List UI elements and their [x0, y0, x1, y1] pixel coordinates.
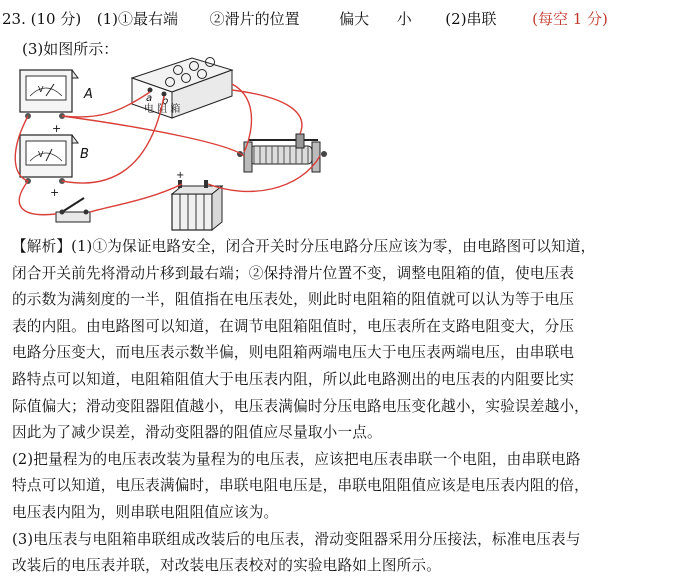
question-number: 23. (10 分)	[2, 10, 82, 28]
voltmeter-b-plus: +	[50, 186, 60, 199]
terminal-a: a	[146, 93, 153, 104]
label-a: A	[84, 87, 93, 102]
voltmeter-b-symbol: V	[38, 150, 44, 159]
answer-item2: ②滑片的位置	[209, 10, 300, 28]
answer-part2: (2)串联	[445, 10, 497, 28]
analysis-line: 的示数为满刻度的一半，阻值指在电压表处，则此时电阻箱的阻值就可以认为等于电压	[12, 291, 575, 309]
analysis-line: 因此为了减少误差，滑动变阻器的阻值应尽量取小一点。	[12, 424, 382, 442]
label-b: B	[80, 147, 89, 162]
voltmeter-a-plus: +	[52, 122, 62, 135]
voltmeter-a-symbol: V	[38, 85, 44, 94]
switch	[56, 198, 90, 222]
part3-intro: (3)如图所示：	[22, 40, 119, 58]
analysis-line: 电压表内阻为，则串联电阻阻值应该为。	[12, 503, 279, 521]
score-note: (每空 1 分)	[532, 10, 608, 28]
terminal-b: b	[162, 96, 169, 107]
voltmeter-b	[20, 135, 78, 184]
analysis-line: (2)把量程为的电压表改装为量程为的电压表，应该把电压表串联一个电阻，由串联电路	[12, 450, 581, 468]
answer-a1: 偏大	[339, 10, 370, 28]
analysis-line: 特点可以知道，电压表满偏时，串联电阻电压是，串联电阻阻值应该是电压表内阻的倍，	[12, 477, 589, 495]
answer-a2: 小	[396, 10, 412, 28]
voltmeter-a	[20, 70, 78, 119]
answer-part1: (1)①最右端	[96, 10, 178, 28]
analysis-line: 【解析】(1)①为保证电路安全，闭合开关时分压电路分压应该为零，由电路图可以知道，	[12, 238, 596, 255]
analysis-text	[12, 234, 652, 580]
rheostat	[237, 134, 327, 172]
analysis-line: 电路分压变大，而电压表示数半偏，则电阻箱两端电压大于电压表两端电压，由串联电	[12, 344, 575, 362]
resistance-box-label: 电 阻 箱	[144, 104, 181, 115]
analysis-line: 际值偏大；滑动变阻器阻值越小，电压表满偏时分压电路电压变化越小，实验误差越小，	[12, 397, 589, 415]
battery-plus: +	[176, 170, 185, 181]
analysis-line: (3)电压表与电阻箱串联组成改装后的电压表，滑动变阻器采用分压接法，标准电压表与	[12, 530, 581, 548]
analysis-line: 改装后的电压表并联，对改装电压表校对的实验电路如上图所示。	[12, 557, 442, 575]
battery	[172, 170, 222, 230]
analysis-line: 路特点可以知道，电阻箱阻值大于电压表内阻，所以此电路测出的电压表的内阻要比实	[12, 370, 575, 388]
analysis-line: 表的内阻。由电路图可以知道，在调节电阻箱阻值时，电压表所在支路电阻变大，分压	[12, 317, 575, 335]
circuit-diagram	[0, 0, 683, 240]
resistance-box	[132, 58, 232, 119]
analysis-line: 闭合开关前先将滑动片移到最右端；②保持滑片位置不变，调整电阻箱的值，使电压表	[12, 264, 575, 282]
